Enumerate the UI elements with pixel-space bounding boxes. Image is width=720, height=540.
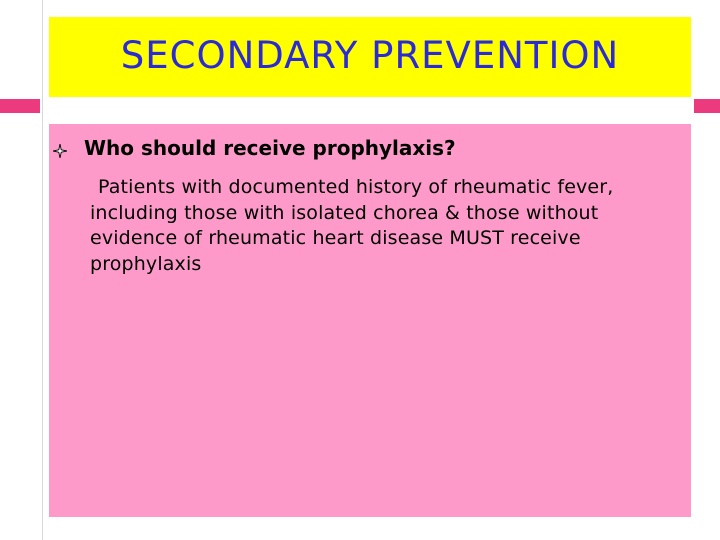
title-box: [49, 17, 691, 97]
bullet-question: Who should receive prophylaxis?: [84, 136, 456, 160]
left-margin-bar: [0, 0, 43, 540]
accent-strip-right: [694, 99, 720, 113]
accent-strip-left: [0, 99, 40, 113]
diamond-bullet-icon: [53, 143, 67, 157]
slide-title: SECONDARY PREVENTION: [120, 33, 620, 77]
bullet-answer: Patients with documented history of rheumatic fever, including those with isolated chorea & those without evidence of rheumatic heart disease MUST receive prophylaxis: [90, 176, 614, 275]
